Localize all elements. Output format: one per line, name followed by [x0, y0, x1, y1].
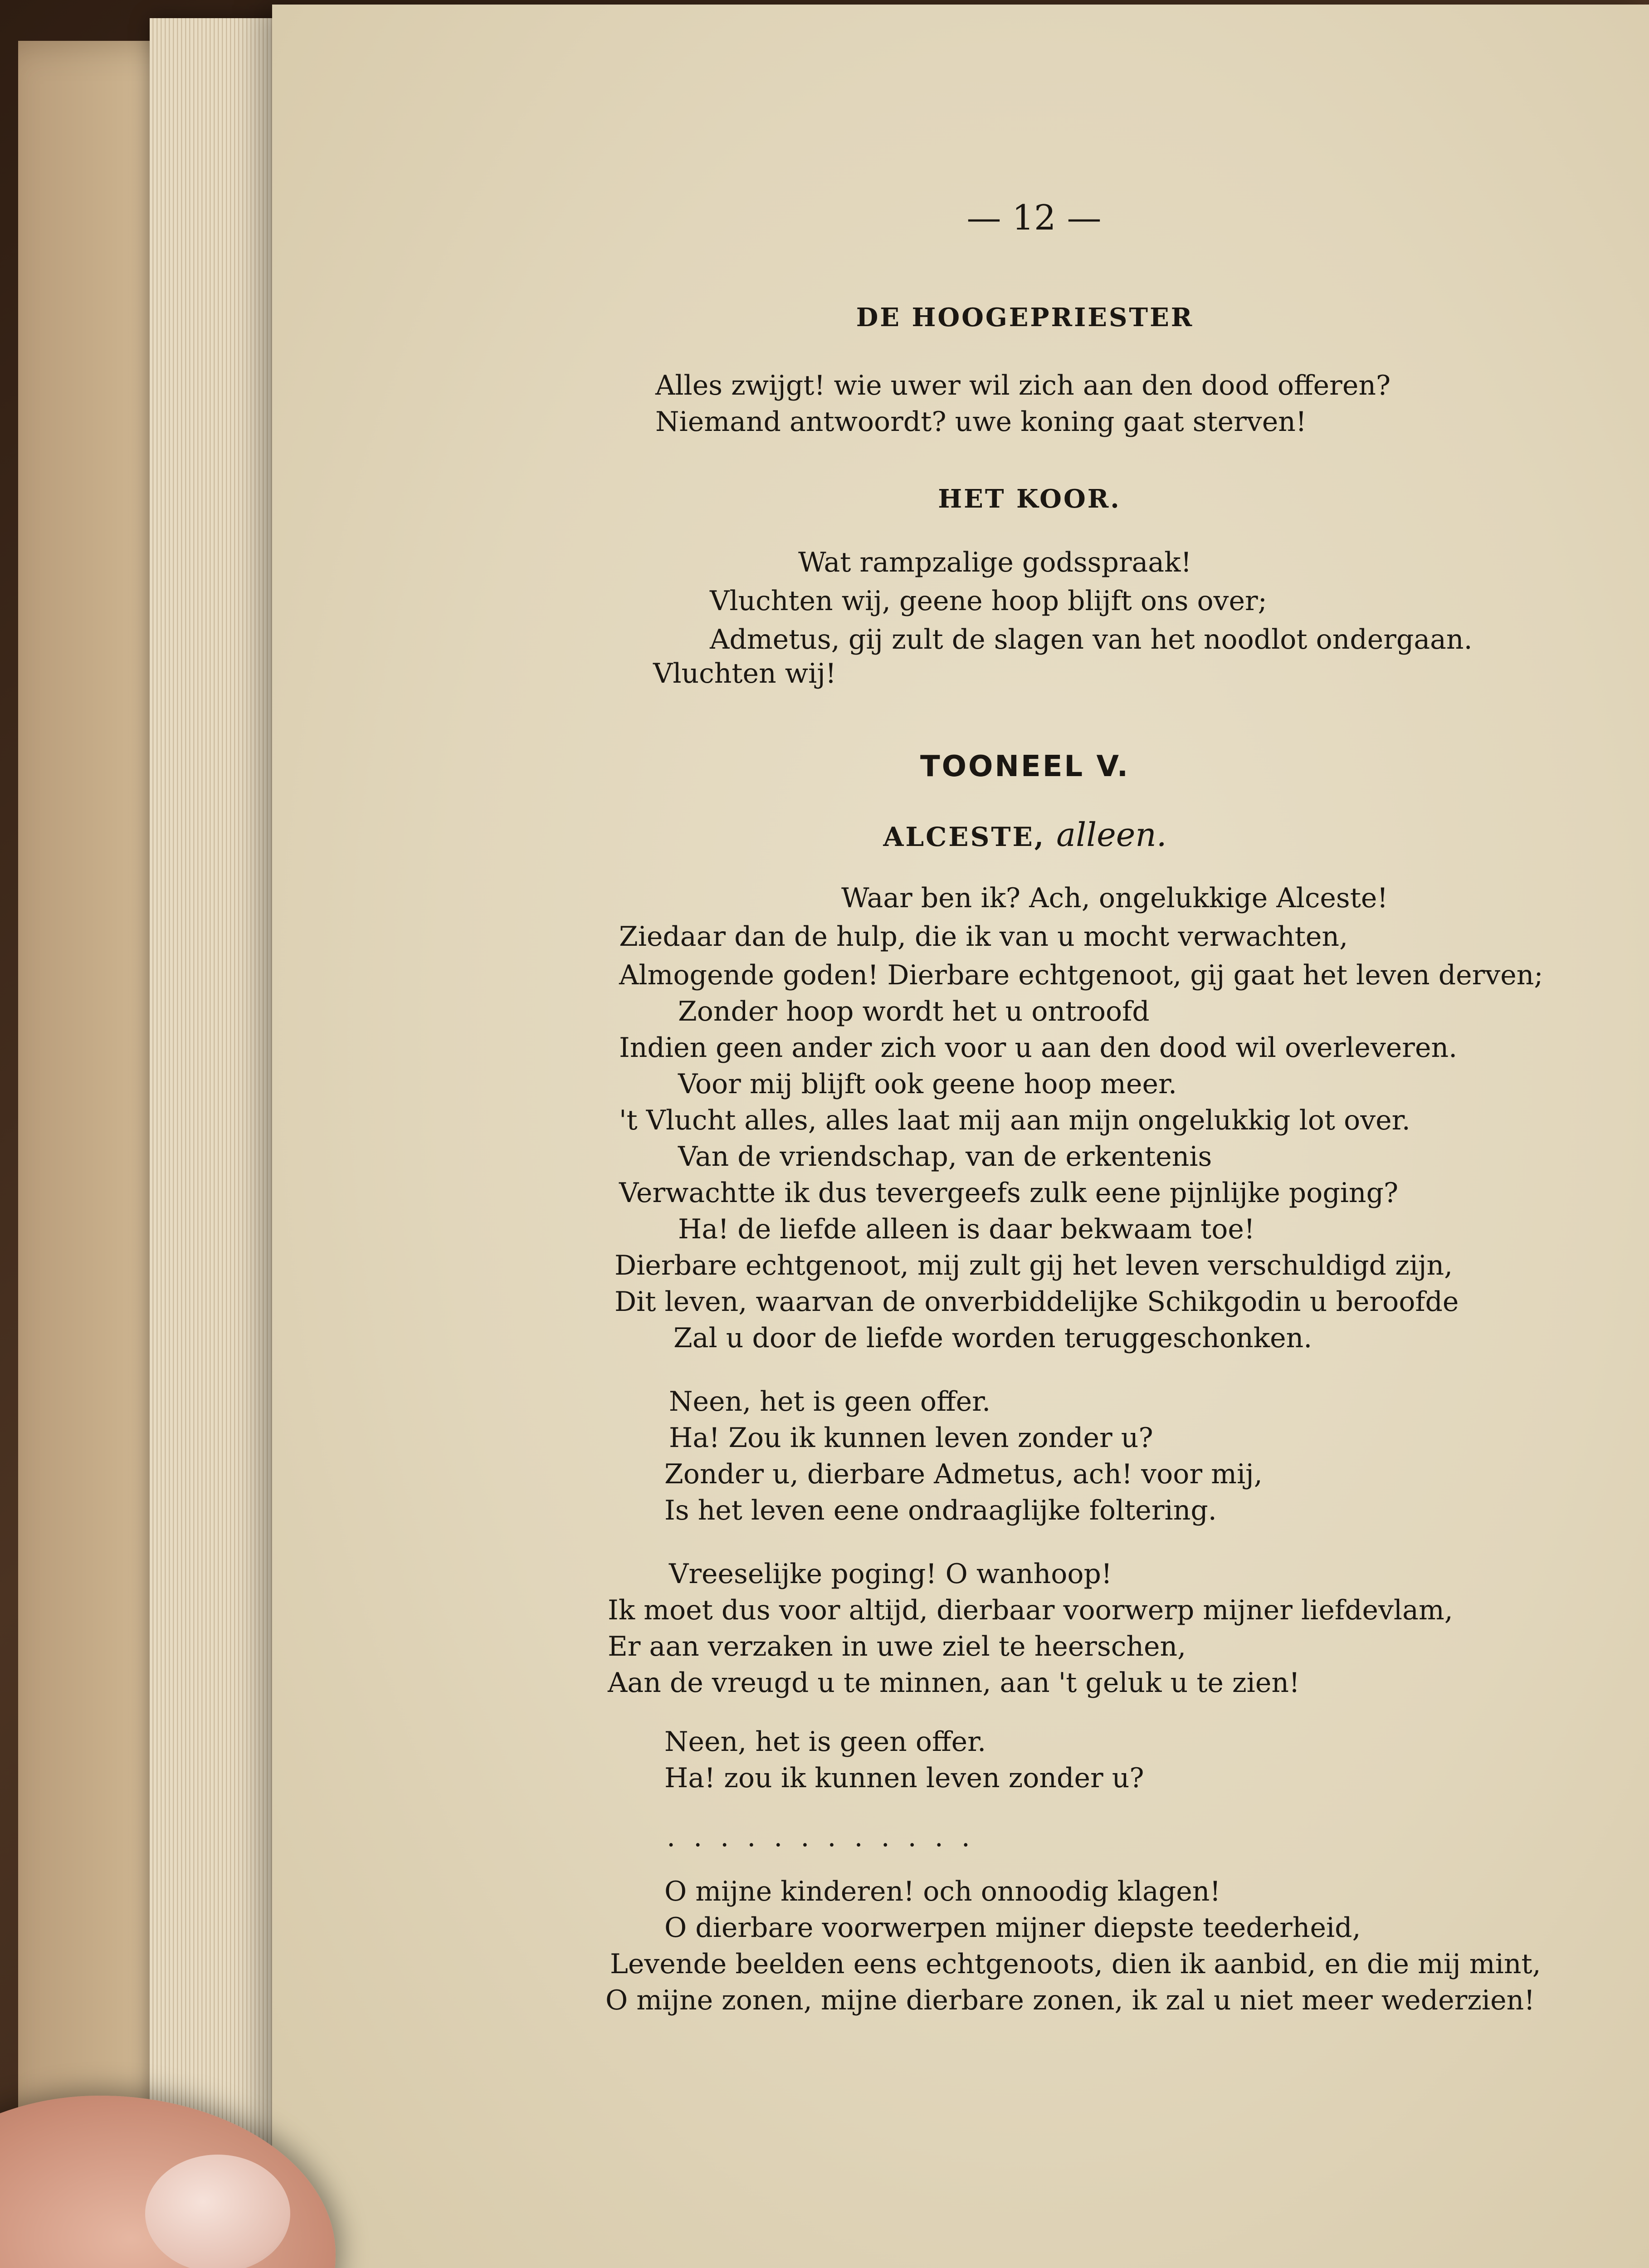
speaker-high-priest: DE HOOGEPRIESTER: [856, 303, 1194, 332]
despair-stanza-line: Ik moet dus voor altijd, dierbaar voorwerp mijner liefdevlam,: [608, 1594, 1453, 1626]
alceste-line: Ha! de liefde alleen is daar bekwaam toe!: [678, 1213, 1255, 1245]
children-stanza-line: Levende beelden eens echtgenoots, dien ik aanbid, en die mij mint,: [610, 1948, 1541, 1980]
alceste-line: 't Vlucht alles, alles laat mij aan mijn ongelukkig lot over.: [619, 1105, 1410, 1136]
alceste-line: Waar ben ik? Ach, ongelukkige Alceste!: [841, 882, 1388, 914]
despair-stanza-line: Aan de vreugd u te minnen, aan 't geluk u te zien!: [608, 1667, 1300, 1699]
despair-stanza-line: Er aan verzaken in uwe ziel te heerschen,: [608, 1631, 1186, 1662]
alceste-line: Zal u door de liefde worden teruggeschonken.: [673, 1322, 1312, 1354]
choir-line: Admetus, gij zult de slagen van het noodlot ondergaan.: [710, 624, 1473, 655]
offer-stanza-line: Neen, het is geen offer.: [664, 1726, 986, 1758]
children-stanza-line: O mijne kinderen! och onnoodig klagen!: [664, 1876, 1221, 1907]
ellipsis-row: ............: [667, 1821, 988, 1853]
offer-stanza-line: Is het leven eene ondraaglijke foltering.: [664, 1495, 1217, 1526]
alceste-line: Almogende goden! Dierbare echtgenoot, gij gaat het leven derven;: [619, 959, 1543, 991]
scene-title: TOONEEL V.: [920, 750, 1130, 783]
offer-stanza-line: Ha! Zou ik kunnen leven zonder u?: [669, 1422, 1153, 1454]
choir-line: Vluchten wij, geene hoop blijft ons over;: [710, 585, 1267, 617]
speaker-alceste-stage-direction: alleen.: [1056, 816, 1167, 854]
speaker-alceste-name: ALCESTE,: [883, 821, 1045, 852]
alceste-line: Ziedaar dan de hulp, die ik van u mocht verwachten,: [619, 921, 1348, 953]
high-priest-line: Alles zwijgt! wie uwer wil zich aan den dood offeren?: [655, 370, 1391, 401]
despair-stanza-line: Vreeselijke poging! O wanhoop!: [669, 1558, 1112, 1590]
alceste-line: Dit leven, waarvan de onverbiddelijke Schikgodin u beroofde: [615, 1286, 1459, 1318]
speaker-choir: HET KOOR.: [938, 484, 1121, 514]
children-stanza-line: O mijne zonen, mijne dierbare zonen, ik zal u niet meer wederzien!: [605, 1984, 1535, 2016]
alceste-line: Verwachtte ik dus tevergeefs zulk eene pijnlijke poging?: [619, 1177, 1399, 1209]
alceste-line: Dierbare echtgenoot, mij zult gij het leven verschuldigd zijn,: [615, 1250, 1453, 1281]
offer-stanza-line: Neen, het is geen offer.: [669, 1386, 991, 1418]
alceste-line: Indien geen ander zich voor u aan den dood wil overleveren.: [619, 1032, 1458, 1064]
high-priest-line: Niemand antwoordt? uwe koning gaat sterven!: [655, 406, 1307, 438]
page-edges: [150, 18, 281, 2268]
choir-line: Wat rampzalige godsspraak!: [798, 547, 1192, 578]
choir-line: Vluchten wij!: [653, 658, 837, 689]
alceste-line: Voor mij blijft ook geene hoop meer.: [678, 1068, 1177, 1100]
thumbnail: [145, 2155, 290, 2268]
children-stanza-line: O dierbare voorwerpen mijner diepste teederheid,: [664, 1912, 1361, 1944]
offer-stanza-line: Ha! zou ik kunnen leven zonder u?: [664, 1762, 1144, 1794]
offer-stanza-line: Zonder u, dierbare Admetus, ach! voor mij,: [664, 1458, 1263, 1490]
page-number: — 12 —: [966, 197, 1102, 238]
speaker-alceste: [883, 816, 1166, 855]
alceste-line: Zonder hoop wordt het u ontroofd: [678, 996, 1150, 1027]
alceste-line: Van de vriendschap, van de erkentenis: [678, 1141, 1212, 1173]
